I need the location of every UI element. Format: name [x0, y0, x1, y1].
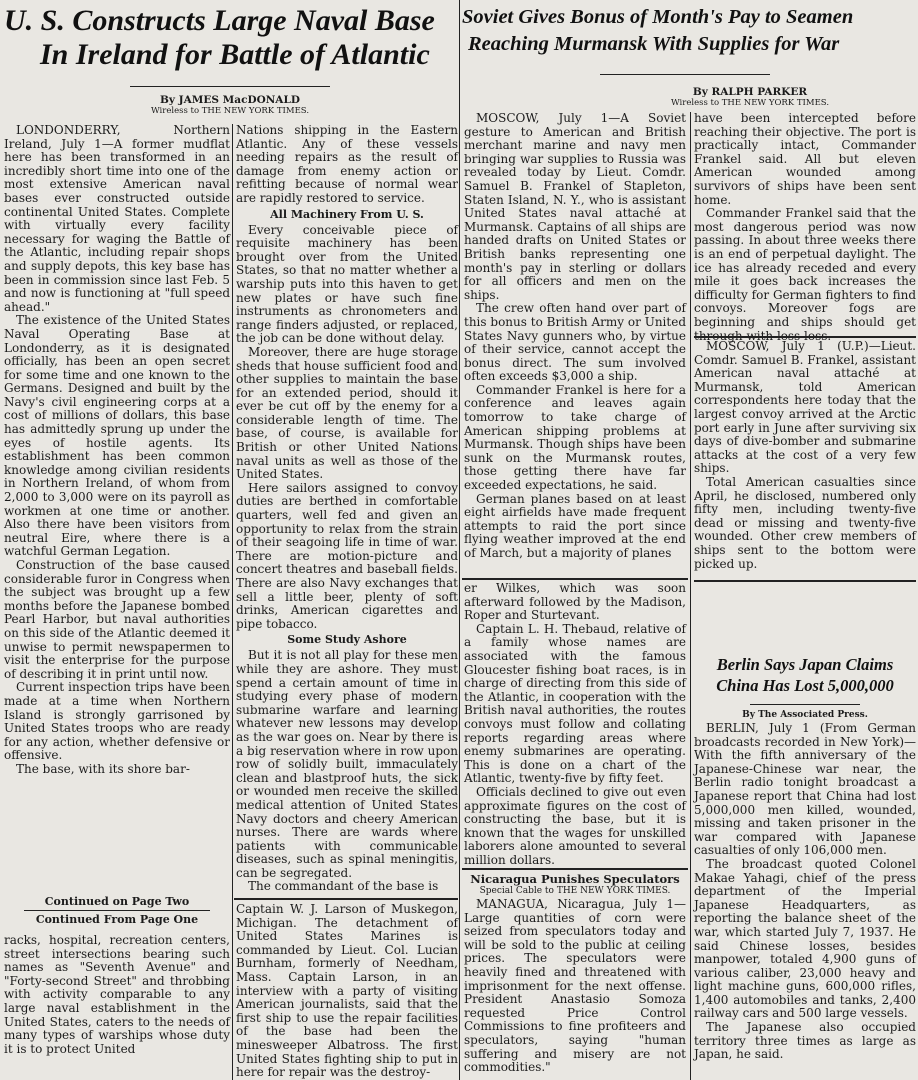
article3-headline-line1: Berlin Says Japan Claims: [716, 655, 894, 674]
article2-headline-line2: Reaching Murmansk With Supplies for War: [468, 33, 840, 55]
article1-paragraph: Captain W. J. Larson of Muskegon, Michigan. The detachment of United States Marines is commanded by Lieut. Col. Lucian Burnham, formerly of Needham, Mass. Captain Larson, in an interview with a party of visiting American journalists, said that the first ship to use the repair facilities of the base had been the minesweeper Albatross. The first United States fighting ship to put in here for repair was the destroy-: [236, 902, 458, 1080]
article2-column1: [464, 112, 686, 578]
article1-paragraph: er Wilkes, which was soon afterward followed by the Madison, Roper and Sturtevant.: [464, 581, 686, 623]
article2-paragraph: Commander Frankel is here for a conference and leaves again tomorrow to take charge of American shipping problems at Murmansk. Though ships have been sunk on the Murmansk routes, those getting there have far exceeded expectations, he said.: [464, 382, 686, 493]
headline-rule: [750, 704, 860, 705]
article3-wire: By The Associated Press.: [742, 710, 868, 720]
continued-on-label: Continued on Page Two: [44, 895, 190, 908]
article2-paragraph: Commander Frankel said that the most dangerous period was now passing. In about three weeks there is an end of perpetual daylight. The ice has already receded and every mile it goes back increases the difficulty for German fighters to find convoys. Moreover fogs are beginning and ships should get: [694, 206, 916, 329]
article1-paragraph: Every conceivable piece of requisite machinery has been brought over from the United States, so that no matter whether a warship puts into this haven to get new plates or have such fine instruments as chronometers and range finders adjusted, or replaced, the job can be done without delay.: [236, 222, 458, 346]
section-rule: [694, 336, 916, 338]
article1-paragraph: Here sailors assigned to convoy duties are berthed in comfortable quarters, well fed and given an opportunity to relax from the strain of their seagoing life in time of war. There are motion-picture and concert theatres and baseball fields. There are also Navy exchanges that sell a little beer, plenty of soft drinks, American cigarettes and pipe tobacco.: [236, 480, 458, 631]
article1-column2: [236, 124, 458, 896]
section-rule: [462, 868, 688, 870]
section-rule: [234, 898, 458, 900]
article1-paragraph: Officials declined to give out even approximate figures on the cost of constructing the base, but it is known that the wages for unskilled laborers alone amounted to several million dollars.: [464, 784, 686, 867]
article3-headline: [694, 654, 916, 700]
article3-paragraph: BERLIN, July 1 (From German broadcasts recorded in New York)—With the fifth anniversary of the Japanese-Chinese war near, the Berlin radio tonight broadcast a Japanese report that China had lost 5,000,000 men killed, wounded, missing and taken prisoner in the war compared with Japanese casualties of only 106,000 men.: [694, 721, 916, 858]
article2-paragraph: have been intercepted before reaching their objective. The port is practically intact, Commander Frankel said. All but eleven American wounded among survivors of ships have been sent home.: [694, 111, 916, 207]
article2-byline: By RALPH PARKER: [692, 86, 808, 98]
article2-paragraph: German planes based on at least eight airfields have made frequent attempts to raid the port since flying weather improved at the end of March, but a majority of planes: [464, 491, 686, 560]
article1-paragraph: Current inspection trips have been made at a time when Northern Island is strongly garrisoned by United States troops who are ready for any action, whether defensive or offensive.: [4, 680, 230, 763]
article2-headline-line1: Soviet Gives Bonus of Month's Pay to Seamen: [462, 6, 854, 28]
article1-wire: Wireless to THE NEW YORK TIMES.: [150, 106, 310, 116]
article4-headline: Nicaragua Punishes Speculators: [470, 872, 680, 886]
article2-paragraph: Total American casualties since April, he disclosed, numbered only fifty men, including twenty-five dead or missing and twenty-five wounded. Other crew members of ships sent to the bottom were picked up.: [694, 474, 916, 571]
article2-byline-block: [462, 86, 918, 112]
article3-headline-line2: China Has Lost 5,000,000: [716, 676, 894, 695]
article1-headline-line2: In Ireland for Battle of Atlantic: [40, 38, 430, 71]
article4-paragraph: MANAGUA, Nicaragua, July 1—Large quantities of corn were seized from speculators today and will be sold to the public at ceiling prices. The speculators were heavily fined and threatened with imprisonment for the next offense. President Anastasio Somoza requested Price Control Commissions to fine profiteers and speculators, saying "human suffering and misery are not commodities.": [464, 897, 686, 1075]
article2-paragraph: The crew often hand over part of this bonus to British Army or United States Navy gunners who, by virtue of their service, cannot accept the bonus direct. The sum involved often exceeds $3,000 a ship.: [464, 301, 686, 384]
article4-wire: Special Cable to THE NEW YORK TIMES.: [479, 886, 671, 896]
column-rule: [690, 112, 691, 1080]
article1-paragraph: Nations shipping in the Eastern Atlantic. Any of these vessels needing repairs as the result of damage from enemy action or refitting because of normal wear are rapidly restored to service.: [236, 123, 458, 205]
article1-paragraph: The commandant of the base is: [248, 879, 439, 894]
section-rule: [462, 578, 688, 580]
article1-paragraph: The existence of the United States Naval Operating Base at Londonderry, as it is designated officially, has been an open secret for some time and one known to the Germans. Designed and built by the Navy's civil engineering corps at a cost of millions of dollars, this base has admittedly sprung up under the eyes of hostile agents. Its establishment has been common knowledge among civilian residents in Northern Ireland, of whom from 2,000 to 3,000 were on its payroll as workmen at one time or another. Also there have been visitors from neutral Eire, where there is a watchful German Legation.: [4, 313, 230, 559]
continuation-rule: [24, 910, 210, 911]
continuation-block: [4, 893, 230, 931]
article2-column2: [694, 112, 916, 332]
article1-paragraph: Construction of the base caused considerable furor in Congress when the subject was brought up a few months before the Japanese bombed Pearl Harbor, but naval authorities on this side of the Atlantic deemed it unwise to permit newspapermen to visit the enterprise for the purpose of describing it in print until now.: [4, 558, 230, 681]
article1-column3: [464, 582, 686, 866]
article1-paragraph: Moreover, there are huge storage sheds that house sufficient food and other supplies to maintain the base for an extended period, should it ever be cut off by the enemy for a considerable length of time. The base, of course, is available for British or other United Nations naval units as well as those of the United States.: [236, 344, 458, 482]
article2-wire: Wireless to THE NEW YORK TIMES.: [670, 98, 830, 108]
article1-headline: [4, 4, 456, 90]
article1-column2-continued: [236, 903, 458, 1080]
article1-headline-line1: U. S. Constructs Large Naval Base: [4, 4, 435, 37]
article1-column1: [4, 124, 230, 894]
article1-paragraph: Captain L. H. Thebaud, relative of a family whose names are associated with the famous Gloucester fishing boat races, is in charge of directing from this side of the Atlantic, in cooperation with the British naval authorities, the routes convoys must follow and collating reports regarding areas where enemy submarines are operating. This is done on a chart of the Atlantic, twenty-five by fifty feet.: [464, 621, 686, 786]
column-rule: [459, 0, 460, 1080]
article2-headline: [462, 4, 918, 68]
article2-paragraph: MOSCOW, July 1 (U.P.)—Lieut. Comdr. Samuel B. Frankel, assistant American naval attaché at Murmansk, told American correspondents here today that the largest convoy arrived at the Arctic port early in June after surviving six days of dive-bomber and submarine attacks at the cost of a very few ships.: [694, 339, 916, 476]
article1-paragraph: But it is not all play for these men while they are ashore. They must spend a certain amount of time in studying every phase of modern submarine warfare and learning whatever new lessons may develop as the war goes on. Near by there is a big reservation where in row upon row of solidly built, immaculately clean and blastproof huts, the sick or wounded men receive the skilled medical attention of United States Navy doctors and cheery American nurses. There are wards where patients with communicable diseases, such as spinal meningitis, can be segregated.: [236, 648, 458, 880]
headline-rule: [130, 86, 330, 87]
article1-paragraph: LONDONDERRY, Northern Ireland, July 1—A former mudflat here has been transformed in an incredibly short time into one of the most extensive American naval bases ever constructed outside continental United States. Complete with virtually every facility necessary for waging the Battle of the Atlantic, including repair shops and supply depots, this key base has been in commission since last Feb. 5 and now is functioning at "full speed ahead.": [4, 123, 230, 314]
article1-byline-block: [4, 94, 456, 124]
article1-subhead-study: Some Study Ashore: [287, 633, 407, 647]
headline-rule: [600, 74, 770, 75]
article3-body: [694, 710, 916, 1080]
article1-subhead-machinery: All Machinery From U. S.: [270, 207, 424, 221]
article1-column1-continued: [4, 934, 230, 1080]
article3-paragraph: The Japanese also occupied territory three times as large as Japan, he said.: [694, 1020, 916, 1062]
article2-paragraph: MOSCOW, July 1—A Soviet gesture to American and British merchant marine and navy men bringing war supplies to Russia was revealed today by Lieut. Comdr. Samuel B. Frankel of Stapleton, Staten Island, N. Y., who is assistant United States naval attaché at Murmansk. Captains of all ships are handed drafts on United States or British banks representing one month's pay in sterling or dollars for all officers and men on the ships.: [464, 111, 686, 302]
article1-paragraph: racks, hospital, recreation centers, street intersections bearing such names as "Seventh Avenue" and "Forty-second Street" and throbbing with activity comparable to any large naval establishment in the United States, caters to the needs of many types of warships whose duty it is to protect United: [4, 933, 230, 1056]
section-rule: [694, 580, 916, 582]
article1-paragraph: The base, with its shore bar-: [16, 761, 190, 776]
column-rule: [232, 124, 233, 1080]
article4: [464, 872, 686, 1080]
article3-paragraph: The broadcast quoted Colonel Makae Yahagi, chief of the press department of the Imperial Japanese Headquarters, as reporting the balance sheet of the war, which started July 7, 1937. He said Chinese losses, besides manpower, totaled 4,900 guns of various caliber, 23,000 heavy and light machine guns, 600,000 rifles, 1,400 automobiles and tanks, 2,400 railway cars and 500 large vessels.: [694, 856, 916, 1021]
article1-byline: By JAMES MacDONALD: [160, 94, 300, 106]
article2-column2-lower: [694, 340, 916, 576]
continued-from-label: Continued From Page One: [35, 913, 199, 926]
